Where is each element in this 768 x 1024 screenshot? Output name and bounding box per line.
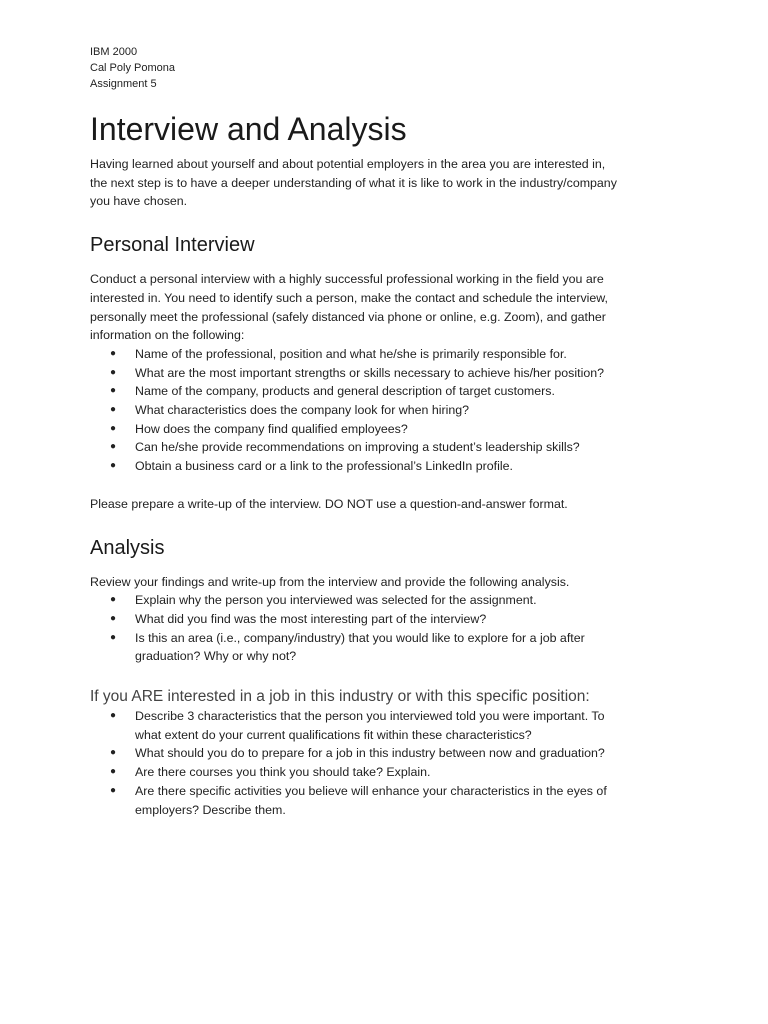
list-item: [90, 420, 690, 439]
list-item-text: What are the most important strengths or skills necessary to achieve his/her position?: [135, 365, 604, 380]
write-up-instruction: Please prepare a write-up of the interview. DO NOT use a question-and-answer format.: [90, 496, 568, 511]
list-item-text: How does the company find qualified employees?: [135, 421, 408, 436]
list-item: [90, 782, 690, 819]
list-item-text: employers? Describe them.: [135, 802, 286, 817]
school-label: Cal Poly Pomona: [90, 62, 175, 74]
list-item-text: Describe 3 characteristics that the person you interviewed told you were important. To: [135, 709, 605, 724]
intro-paragraph: [90, 155, 690, 211]
list-item: [90, 382, 690, 401]
bullet-icon: ●: [110, 747, 117, 759]
list-item: [90, 438, 690, 457]
paragraph-line: Conduct a personal interview with a highly successful professional working in the field you are: [90, 272, 604, 287]
interested-list: [90, 707, 690, 819]
list-item-text: Name of the company, products and general description of target customers.: [135, 384, 555, 399]
list-item-text: graduation? Why or why not?: [135, 649, 297, 664]
list-item: [90, 610, 690, 629]
list-item-text: Name of the professional, position and what he/she is primarily responsible for.: [135, 346, 567, 361]
list-item-text: Explain why the person you interviewed was selected for the assignment.: [135, 593, 537, 608]
course-label: IBM 2000: [90, 46, 138, 58]
bullet-icon: ●: [110, 385, 117, 397]
list-item-text: What should you do to prepare for a job in this industry between now and graduation?: [135, 746, 605, 761]
list-item-text: Are there courses you think you should take? Explain.: [135, 765, 431, 780]
bullet-icon: ●: [110, 366, 117, 378]
list-item-text: Can he/she provide recommendations on improving a student’s leadership skills?: [135, 440, 580, 455]
bullet-icon: ●: [110, 710, 117, 722]
intro-line: you have chosen.: [90, 194, 188, 209]
list-item: [90, 707, 690, 744]
personal-interview-heading: Personal Interview: [90, 234, 255, 257]
list-item-text: What characteristics does the company look for when hiring?: [135, 403, 470, 418]
list-item: [90, 763, 690, 782]
intro-line: Having learned about yourself and about potential employers in the area you are interested in,: [90, 157, 606, 171]
paragraph-line: interested in. You need to identify such a person, make the contact and schedule the interview,: [90, 290, 608, 305]
analysis-paragraph: Review your findings and write-up from the interview and provide the following analysis.: [90, 574, 570, 589]
personal-interview-list: [90, 345, 690, 476]
list-item-text: Is this an area (i.e., company/industry) that you would like to explore for a job after: [135, 630, 585, 645]
list-item: [90, 744, 690, 763]
bullet-icon: ●: [110, 766, 117, 778]
bullet-icon: ●: [110, 631, 117, 643]
document-page: [90, 44, 690, 819]
list-item: [90, 401, 690, 420]
interested-heading: If you ARE interested in a job in this industry or with this specific position:: [90, 688, 590, 706]
intro-line: the next step is to have a deeper understanding of what it is like to work in the industry/company: [90, 175, 617, 190]
list-item: [90, 629, 690, 666]
list-item: [90, 364, 690, 383]
list-item-text: what extent do your current qualifications fit within these characteristics?: [135, 727, 532, 742]
analysis-list: [90, 591, 690, 666]
bullet-icon: ●: [110, 460, 117, 472]
list-item-text: What did you find was the most interesting part of the interview?: [135, 611, 487, 626]
bullet-icon: ●: [110, 612, 117, 624]
list-item-text: Are there specific activities you believe will enhance your characteristics in the eyes of: [135, 783, 607, 798]
analysis-heading: Analysis: [90, 536, 165, 559]
list-item: [90, 345, 690, 364]
bullet-icon: ●: [110, 404, 117, 416]
paragraph-line: information on the following:: [90, 328, 245, 343]
bullet-icon: ●: [110, 422, 117, 434]
assignment-label: Assignment 5: [90, 78, 157, 90]
personal-interview-paragraph: [90, 270, 690, 345]
list-item-text: Obtain a business card or a link to the professional’s LinkedIn profile.: [135, 459, 513, 474]
list-item: [90, 457, 690, 476]
bullet-icon: ●: [110, 784, 117, 796]
paragraph-line: personally meet the professional (safely distanced via phone or online, e.g. Zoom), and gather: [90, 309, 606, 324]
bullet-icon: ●: [110, 594, 117, 606]
list-item: [90, 591, 690, 610]
page-title: Interview and Analysis: [90, 111, 407, 147]
bullet-icon: ●: [110, 441, 117, 453]
bullet-icon: ●: [110, 347, 117, 359]
